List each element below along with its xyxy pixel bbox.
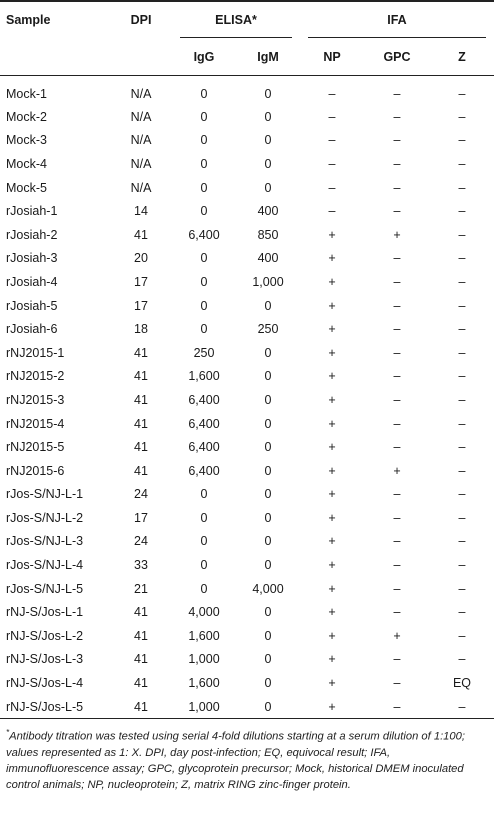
cell-sample: rNJ2015-2 <box>6 369 65 384</box>
cell-z: – <box>458 440 466 455</box>
table-body <box>0 76 494 719</box>
cell-igm: 0 <box>264 463 272 478</box>
cell-igg: 4,000 <box>188 605 220 620</box>
table-row <box>0 412 494 436</box>
cell-dpi: 41 <box>134 676 148 691</box>
cell-igm: 850 <box>257 227 279 242</box>
cell-sample: rJos-S/NJ-L-4 <box>6 558 84 573</box>
cell-np: + <box>328 416 336 431</box>
cell-z: – <box>458 322 466 337</box>
cell-igg: 250 <box>193 345 215 360</box>
cell-igg: 0 <box>200 156 208 171</box>
cell-igm: 4,000 <box>252 581 284 596</box>
cell-z: – <box>458 251 466 266</box>
table-row <box>0 76 494 106</box>
cell-gpc: – <box>393 676 401 691</box>
cell-z: – <box>458 581 466 596</box>
cell-z: – <box>458 298 466 313</box>
cell-sample: Mock-1 <box>6 86 47 101</box>
cell-igg: 1,600 <box>188 628 220 643</box>
cell-np: – <box>328 86 336 101</box>
cell-igg: 0 <box>200 298 208 313</box>
table-row <box>0 530 494 554</box>
table-row <box>0 388 494 412</box>
cell-igm: 0 <box>236 695 300 719</box>
cell-dpi: N/A <box>130 133 152 148</box>
cell-z: – <box>458 605 466 620</box>
cell-gpc: – <box>393 369 401 384</box>
header-np: NP <box>323 49 341 64</box>
cell-dpi: 17 <box>134 510 148 525</box>
cell-np: – <box>328 109 336 124</box>
cell-gpc: – <box>393 652 401 667</box>
cell-z: – <box>458 109 466 124</box>
cell-np: + <box>328 463 336 478</box>
header-elisa-label: ELISA* <box>215 13 257 27</box>
cell-igm: 0 <box>264 133 272 148</box>
table-row <box>0 129 494 153</box>
cell-dpi: 41 <box>110 695 172 719</box>
cell-np: + <box>300 695 364 719</box>
table-row <box>0 600 494 624</box>
table-row <box>0 671 494 695</box>
header-empty <box>110 38 172 76</box>
cell-z: – <box>458 534 466 549</box>
cell-gpc: – <box>393 251 401 266</box>
cell-igg: 1,000 <box>188 652 220 667</box>
cell-sample: rNJ-S/Jos-L-1 <box>6 605 84 620</box>
cell-igm: 0 <box>264 652 272 667</box>
cell-np: – <box>328 133 336 148</box>
table-row <box>0 223 494 247</box>
header-z: Z <box>458 49 466 64</box>
cell-igg: 0 <box>200 322 208 337</box>
cell-sample: rJosiah-3 <box>6 251 58 266</box>
cell-igg: 0 <box>200 487 208 502</box>
cell-sample: Mock-2 <box>6 109 47 124</box>
cell-sample: rJos-S/NJ-L-2 <box>6 510 84 525</box>
cell-igm: 250 <box>257 322 279 337</box>
cell-dpi: 41 <box>134 345 148 360</box>
cell-gpc: – <box>393 180 401 195</box>
cell-igm: 0 <box>264 487 272 502</box>
cell-gpc: – <box>393 345 401 360</box>
cell-sample: rJos-S/NJ-L-1 <box>6 487 84 502</box>
cell-igm: 0 <box>264 558 272 573</box>
cell-igm: 0 <box>264 628 272 643</box>
header-igm: IgM <box>257 49 279 64</box>
cell-np: + <box>328 487 336 502</box>
cell-sample: rNJ-S/Jos-L-2 <box>6 628 84 643</box>
table-row <box>0 317 494 341</box>
header-igg: IgG <box>193 49 215 64</box>
cell-np: + <box>328 676 336 691</box>
header-elisa <box>172 1 300 38</box>
table-row <box>0 270 494 294</box>
cell-dpi: 14 <box>134 204 148 219</box>
cell-gpc: – <box>393 133 401 148</box>
table-row <box>0 459 494 483</box>
cell-igg: 1,600 <box>188 676 220 691</box>
cell-sample: rNJ2015-6 <box>6 463 65 478</box>
cell-np: + <box>328 534 336 549</box>
table-row <box>0 247 494 271</box>
cell-gpc: + <box>393 463 401 478</box>
cell-igm: 0 <box>264 416 272 431</box>
cell-igm: 1,000 <box>252 274 284 289</box>
cell-sample: rJosiah-6 <box>6 322 58 337</box>
header-ifa <box>300 1 494 38</box>
cell-gpc: – <box>393 487 401 502</box>
cell-z: – <box>458 558 466 573</box>
table-row <box>0 695 494 719</box>
header-dpi: DPI <box>110 1 172 38</box>
cell-z: – <box>458 392 466 407</box>
cell-igg: 6,400 <box>188 416 220 431</box>
cell-sample: rJosiah-5 <box>6 298 58 313</box>
cell-z: – <box>458 487 466 502</box>
cell-dpi: 41 <box>134 605 148 620</box>
table-row <box>0 199 494 223</box>
cell-igg: 6,400 <box>188 440 220 455</box>
cell-dpi: 18 <box>134 322 148 337</box>
cell-z: – <box>458 227 466 242</box>
cell-z: – <box>458 180 466 195</box>
cell-np: + <box>328 510 336 525</box>
cell-dpi: 17 <box>134 298 148 313</box>
cell-igm: 400 <box>257 204 279 219</box>
cell-igg: 0 <box>200 180 208 195</box>
cell-igg: 0 <box>200 510 208 525</box>
cell-igm: 0 <box>264 369 272 384</box>
cell-igm: 0 <box>264 298 272 313</box>
cell-dpi: 24 <box>134 487 148 502</box>
cell-gpc: – <box>393 204 401 219</box>
cell-gpc: – <box>393 558 401 573</box>
cell-dpi: 20 <box>134 251 148 266</box>
cell-dpi: 24 <box>134 534 148 549</box>
table-row <box>0 506 494 530</box>
cell-dpi: 41 <box>134 369 148 384</box>
cell-dpi: 41 <box>134 227 148 242</box>
cell-sample: rNJ-S/Jos-L-4 <box>6 676 84 691</box>
cell-gpc: – <box>393 416 401 431</box>
cell-np: + <box>328 274 336 289</box>
cell-igg: 0 <box>200 581 208 596</box>
cell-sample: rNJ-S/Jos-L-3 <box>6 652 84 667</box>
cell-dpi: 41 <box>134 463 148 478</box>
cell-igg: 0 <box>200 534 208 549</box>
cell-igg: 0 <box>200 251 208 266</box>
table-row <box>0 341 494 365</box>
cell-sample: rNJ-S/Jos-L-5 <box>0 695 110 719</box>
cell-gpc: – <box>393 109 401 124</box>
cell-igg: 6,400 <box>188 392 220 407</box>
cell-dpi: N/A <box>130 109 152 124</box>
cell-z: – <box>430 695 494 719</box>
cell-np: – <box>328 180 336 195</box>
table-row <box>0 577 494 601</box>
cell-dpi: 41 <box>134 628 148 643</box>
table-footnote <box>0 719 494 793</box>
cell-z: – <box>458 628 466 643</box>
cell-igm: 0 <box>264 440 272 455</box>
cell-igg: 0 <box>200 109 208 124</box>
header-gpc: GPC <box>383 49 411 64</box>
cell-z: EQ <box>452 676 472 691</box>
footnote-text: Antibody titration was tested using serial 4-fold dilutions starting at a serum dilution of 1:100; values represented as 1: X. DPI, day post-infection; EQ, equivocal result; IFA, immunofluorescence assay; GPC, glycoprotein precursor; Mock, historical DMEM inoculated control animals; NP, nucleoprotein; Z, matrix RING zinc-finger protein. <box>6 731 465 792</box>
cell-dpi: 41 <box>134 416 148 431</box>
cell-np: + <box>328 298 336 313</box>
cell-sample: rJosiah-4 <box>6 274 58 289</box>
table-row <box>0 176 494 200</box>
cell-igm: 0 <box>264 605 272 620</box>
cell-gpc: – <box>393 156 401 171</box>
cell-sample: rNJ2015-5 <box>6 440 65 455</box>
cell-z: – <box>458 156 466 171</box>
cell-sample: Mock-4 <box>6 156 47 171</box>
cell-igg: 0 <box>200 204 208 219</box>
cell-np: + <box>328 322 336 337</box>
header-empty <box>0 38 110 76</box>
cell-igg: 0 <box>200 274 208 289</box>
cell-np: + <box>328 558 336 573</box>
table-row <box>0 152 494 176</box>
cell-dpi: N/A <box>130 86 152 101</box>
cell-sample: Mock-3 <box>6 133 47 148</box>
cell-sample: rNJ2015-3 <box>6 392 65 407</box>
cell-dpi: 41 <box>134 440 148 455</box>
cell-gpc: – <box>393 322 401 337</box>
cell-np: – <box>328 204 336 219</box>
cell-dpi: N/A <box>130 156 152 171</box>
cell-igm: 0 <box>264 156 272 171</box>
cell-gpc: – <box>393 440 401 455</box>
cell-z: – <box>458 652 466 667</box>
cell-z: – <box>458 510 466 525</box>
cell-dpi: 41 <box>134 392 148 407</box>
cell-igg: 0 <box>200 558 208 573</box>
cell-np: + <box>328 251 336 266</box>
cell-sample: rJosiah-1 <box>6 204 58 219</box>
cell-np: + <box>328 652 336 667</box>
cell-np: + <box>328 628 336 643</box>
table-row <box>0 105 494 129</box>
cell-z: – <box>458 274 466 289</box>
cell-np: + <box>328 345 336 360</box>
cell-igm: 0 <box>264 180 272 195</box>
table-row <box>0 624 494 648</box>
table-row <box>0 483 494 507</box>
cell-gpc: – <box>393 605 401 620</box>
cell-igm: 0 <box>264 510 272 525</box>
cell-igm: 0 <box>264 109 272 124</box>
cell-igg: 1,600 <box>188 369 220 384</box>
header-sample: Sample <box>0 1 110 38</box>
cell-sample: rNJ2015-1 <box>6 345 65 360</box>
cell-igm: 0 <box>264 392 272 407</box>
cell-gpc: + <box>393 227 401 242</box>
cell-igg: 1,000 <box>172 695 236 719</box>
cell-sample: rJosiah-2 <box>6 227 58 242</box>
cell-z: – <box>458 369 466 384</box>
table-header <box>0 1 494 76</box>
table-row <box>0 553 494 577</box>
table-row <box>0 435 494 459</box>
cell-z: – <box>458 86 466 101</box>
cell-sample: rJos-S/NJ-L-5 <box>6 581 84 596</box>
cell-gpc: – <box>393 510 401 525</box>
cell-igm: 0 <box>264 345 272 360</box>
cell-gpc: – <box>393 298 401 313</box>
cell-gpc: – <box>393 534 401 549</box>
cell-igm: 0 <box>264 676 272 691</box>
cell-igg: 0 <box>200 86 208 101</box>
cell-gpc: – <box>393 86 401 101</box>
cell-dpi: N/A <box>130 180 152 195</box>
cell-dpi: 17 <box>134 274 148 289</box>
cell-dpi: 21 <box>134 581 148 596</box>
cell-igg: 0 <box>200 133 208 148</box>
cell-np: + <box>328 440 336 455</box>
cell-gpc: + <box>393 628 401 643</box>
cell-igm: 0 <box>264 534 272 549</box>
cell-igg: 6,400 <box>188 227 220 242</box>
cell-z: – <box>458 345 466 360</box>
cell-np: – <box>328 156 336 171</box>
cell-z: – <box>458 204 466 219</box>
cell-sample: rJos-S/NJ-L-3 <box>6 534 84 549</box>
cell-gpc: – <box>393 581 401 596</box>
cell-gpc: – <box>393 274 401 289</box>
cell-np: + <box>328 392 336 407</box>
cell-np: + <box>328 605 336 620</box>
cell-sample: rNJ2015-4 <box>6 416 65 431</box>
table-row <box>0 648 494 672</box>
cell-np: + <box>328 581 336 596</box>
cell-z: – <box>458 133 466 148</box>
cell-dpi: 41 <box>134 652 148 667</box>
header-ifa-label: IFA <box>387 13 407 27</box>
cell-np: + <box>328 369 336 384</box>
cell-z: – <box>458 463 466 478</box>
cell-igg: 6,400 <box>188 463 220 478</box>
cell-z: – <box>458 416 466 431</box>
cell-gpc: – <box>393 392 401 407</box>
cell-sample: Mock-5 <box>6 180 47 195</box>
cell-gpc: – <box>364 695 430 719</box>
cell-igm: 400 <box>257 251 279 266</box>
footnote-marker: * <box>6 728 10 738</box>
cell-igm: 0 <box>264 86 272 101</box>
table-row <box>0 294 494 318</box>
cell-dpi: 33 <box>134 558 148 573</box>
cell-np: + <box>328 227 336 242</box>
table-row <box>0 365 494 389</box>
